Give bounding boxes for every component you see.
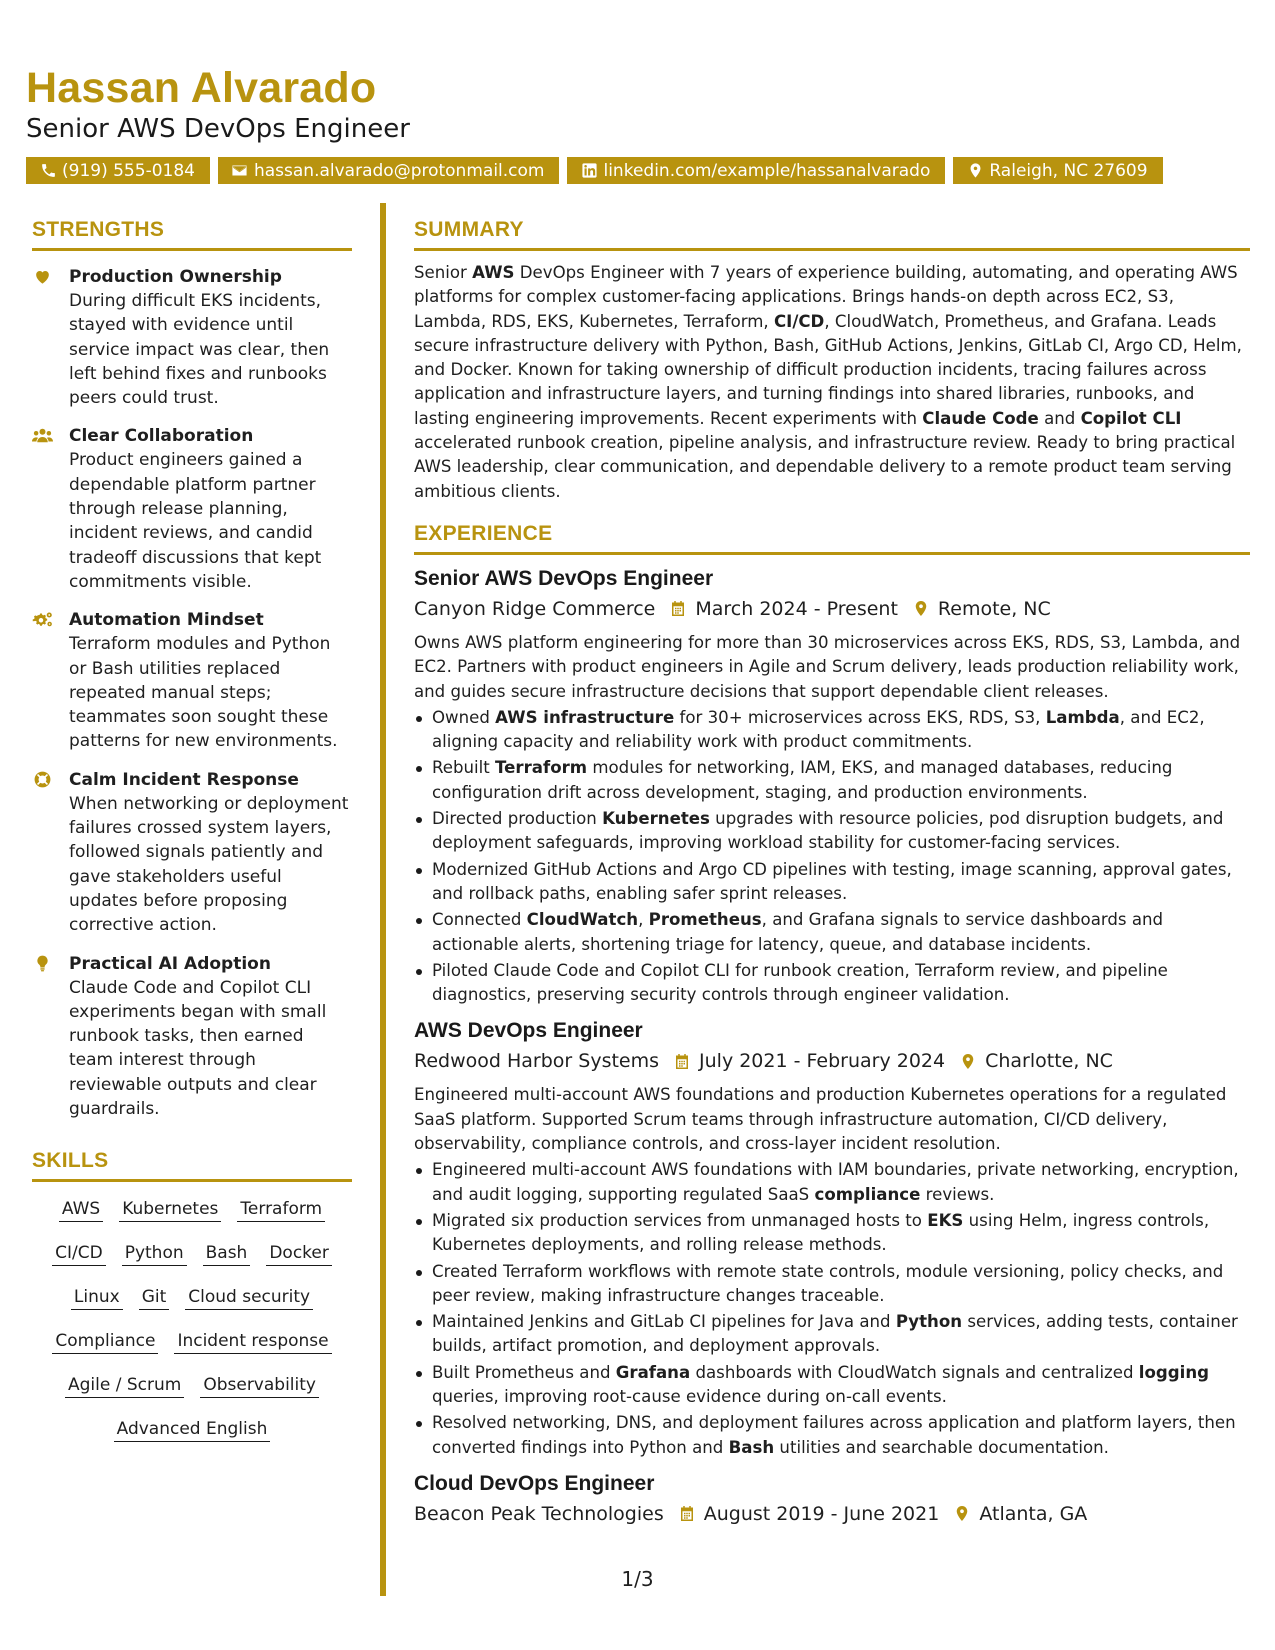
- job-meta: [414, 1500, 1250, 1528]
- text-segment: queries, improving root-cause evidence during on-call events.: [432, 1386, 947, 1406]
- calendar-icon: [678, 1504, 696, 1523]
- experience-list: [414, 565, 1250, 1528]
- job-meta: [414, 1047, 1250, 1075]
- text-segment: ,: [638, 910, 649, 930]
- company-name: Redwood Harbor Systems: [414, 1050, 660, 1073]
- envelope-icon: [230, 162, 250, 179]
- lightbulb-icon: [32, 952, 69, 1122]
- emphasis-text: Copilot CLI: [1080, 408, 1182, 428]
- emphasis-text: Claude Code: [922, 408, 1039, 428]
- emphasis-text: EKS: [927, 1210, 964, 1230]
- text-segment: for 30+ microservices across EKS, RDS, S3,: [674, 707, 1046, 727]
- job-title: AWS DevOps Engineer: [414, 1019, 643, 1043]
- skill-tag: Python: [122, 1240, 187, 1266]
- candidate-headline: Senior AWS DevOps Engineer: [26, 114, 410, 144]
- emphasis-text: Bash: [728, 1437, 775, 1457]
- text-segment: Engineered multi-account AWS foundations with IAM boundaries, private networking, encryption, and audit logging, supporting regulated SaaS: [432, 1160, 1239, 1204]
- contact-email-text: hassan.alvarado@protonmail.com: [253, 160, 545, 181]
- left-column: [32, 216, 352, 1442]
- strength-title: Automation Mindset: [69, 610, 264, 631]
- bullet-item: [414, 1310, 1250, 1359]
- contact-bar: [26, 157, 1256, 184]
- strength-text: Terraform modules and Python or Bash utilities replaced repeated manual steps; teammates soon sought these patterns for new environments.: [69, 634, 338, 752]
- skill-tag: Agile / Scrum: [65, 1372, 184, 1398]
- phone-icon: [38, 162, 58, 179]
- strength-item: [32, 424, 352, 594]
- strengths-heading: STRENGTHS: [32, 216, 352, 251]
- skill-tag: Compliance: [52, 1328, 158, 1354]
- skill-tag: Bash: [203, 1240, 251, 1266]
- map-pin-icon: [959, 1052, 977, 1071]
- text-segment: , and EC2, aligning capacity and reliability work with product commitments.: [432, 707, 1205, 752]
- strength-text: Product engineers gained a dependable platform partner through release planning, incident reviews, and candid tradeoff discussions that kept commitments visible.: [69, 450, 322, 592]
- text-segment: , and Grafana signals to service dashboards and actionable alerts, shortening triage for latency, queue, and database incidents.: [432, 910, 1164, 954]
- job-meta: [414, 595, 1250, 623]
- bullet-item: [414, 858, 1250, 907]
- job-location: Charlotte, NC: [985, 1050, 1113, 1073]
- strength-title: Production Ownership: [69, 267, 282, 287]
- strength-title: Clear Collaboration: [69, 426, 254, 447]
- contact-email[interactable]: [218, 157, 560, 184]
- resume-header: [26, 62, 1256, 184]
- text-segment: dashboards with CloudWatch signals and centralized: [690, 1362, 1139, 1382]
- emphasis-text: AWS infrastructure: [495, 707, 675, 727]
- emphasis-text: Grafana: [615, 1362, 691, 1382]
- skill-tag: Observability: [200, 1372, 319, 1398]
- text-segment: Connected: [432, 910, 527, 930]
- strength-item: [32, 608, 352, 753]
- strength-item: [32, 265, 352, 410]
- company-name: Canyon Ridge Commerce: [414, 597, 656, 620]
- skill-tag: Git: [139, 1284, 170, 1310]
- strength-text: Claude Code and Copilot CLI experiments began with small runbook tasks, then earned team interest through reviewable outputs and clear guardrails.: [69, 977, 327, 1120]
- linkedin-icon: [579, 162, 599, 179]
- bullet-item: [414, 1361, 1250, 1410]
- skill-tag: Cloud security: [185, 1284, 313, 1310]
- contact-linkedin-text: linkedin.com/example/hassanalvarado: [603, 160, 931, 181]
- bullet-item: [414, 908, 1250, 957]
- text-segment: upgrades with resource policies, pod disruption budgets, and deployment safeguards, improving workload stability for customer-facing services.: [432, 809, 1224, 853]
- strength-item: [32, 952, 352, 1122]
- skills-list: [32, 1196, 352, 1442]
- text-segment: Maintained Jenkins and GitLab CI pipelines for Java and: [432, 1312, 896, 1332]
- emphasis-text: Kubernetes: [602, 809, 710, 829]
- text-segment: Piloted Claude Code and Copilot CLI for runbook creation, Terraform review, and pipeline diagnostics, preserving security controls through engineer validation.: [432, 960, 1168, 1005]
- bullet-item: [414, 1411, 1250, 1460]
- job-entry: [414, 1017, 1250, 1459]
- job-entry: [414, 565, 1250, 1007]
- strength-title: Practical AI Adoption: [69, 953, 271, 974]
- calendar-icon: [673, 1052, 691, 1071]
- experience-heading: EXPERIENCE: [414, 520, 1250, 555]
- text-segment: Built Prometheus and: [432, 1362, 616, 1382]
- text-segment: services, adding tests, container builds, artifact promotion, and deployment approvals.: [432, 1312, 1238, 1356]
- text-segment: modules for networking, IAM, EKS, and managed databases, reducing configuration drift across development, staging, and production environments.: [432, 758, 1173, 802]
- emphasis-text: compliance: [814, 1184, 921, 1204]
- summary-heading: SUMMARY: [414, 216, 1250, 251]
- emphasis-text: CloudWatch: [526, 910, 639, 930]
- candidate-name: Hassan Alvarado: [26, 64, 377, 112]
- text-segment: Directed production: [432, 809, 603, 829]
- job-description: Owns AWS platform engineering for more than 30 microservices across EKS, RDS, S3, Lambda, and EC2. Partners with product engineers in Agile and Scrum delivery, leads production reliability work, and guides secure infrastructure decisions that support dependable client releases.: [414, 632, 1241, 701]
- text-segment: and: [1038, 408, 1081, 428]
- text-segment: Migrated six production services from unmanaged hosts to: [432, 1210, 928, 1230]
- text-segment: Resolved networking, DNS, and deployment failures across application and platform layers, then converted findings into Python and: [432, 1413, 1236, 1457]
- users-icon: [32, 424, 69, 594]
- contact-phone[interactable]: [26, 157, 210, 184]
- company-name: Beacon Peak Technologies: [414, 1502, 664, 1525]
- strength-title: Calm Incident Response: [69, 769, 299, 790]
- gears-icon: [32, 608, 69, 753]
- skill-tag: Advanced English: [114, 1416, 271, 1442]
- job-dates: July 2021 - February 2024: [699, 1050, 946, 1073]
- bullet-item: [414, 706, 1250, 755]
- text-segment: , CloudWatch, Prometheus, and Grafana. Leads secure infrastructure delivery with Python, Bash, GitHub Actions, Jenkins, GitLab CI, Argo CD, Helm, and Docker. Known for taking ownership of difficult production incidents, tracing failures across application and infrastructure layers, and turning findings into shared libraries, runbooks, and lasting engineering improvements. Recent experiments with: [414, 311, 1242, 428]
- summary-text: [414, 261, 1250, 504]
- bullet-item: [414, 1209, 1250, 1258]
- text-segment: accelerated runbook creation, pipeline analysis, and infrastructure review. Ready to bring practical AWS leadership, clear communication, and dependable delivery to a remote product team serving ambitious clients.: [414, 433, 1236, 501]
- calendar-icon: [669, 599, 687, 618]
- strength-item: [32, 768, 352, 938]
- bullet-item: [414, 1260, 1250, 1309]
- skill-tag: CI/CD: [52, 1240, 106, 1266]
- right-column: [414, 216, 1250, 1528]
- job-dates: August 2019 - June 2021: [703, 1502, 940, 1525]
- job-bullets: [414, 706, 1250, 1008]
- emphasis-text: AWS: [472, 263, 515, 282]
- emphasis-text: Python: [895, 1312, 963, 1332]
- skill-tag: Docker: [266, 1240, 332, 1266]
- life-ring-icon: [32, 768, 69, 938]
- bullet-item: [414, 1158, 1250, 1207]
- contact-location: [953, 157, 1162, 184]
- page-number: 1/3: [621, 1567, 654, 1591]
- job-entry: [414, 1470, 1250, 1528]
- text-segment: Senior: [414, 263, 473, 282]
- job-description: Engineered multi-account AWS foundations and production Kubernetes operations for a regulated SaaS platform. Supported Scrum teams through infrastructure automation, CI/CD delivery, observability, compliance controls, and cross-layer incident resolution.: [414, 1085, 1227, 1154]
- job-title: Cloud DevOps Engineer: [414, 1471, 655, 1495]
- emphasis-text: logging: [1138, 1362, 1210, 1382]
- skill-tag: Kubernetes: [119, 1196, 221, 1222]
- skill-tag: AWS: [59, 1196, 103, 1222]
- text-segment: DevOps Engineer with 7 years of experience building, automating, and operating AWS platforms for complex customer-facing applications. Brings hands-on depth across EC2, S3, Lambda, RDS, EKS, Kubernetes, Terraform,: [414, 263, 1238, 331]
- strength-text: When networking or deployment failures crossed system layers, followed signals patiently and gave stakeholders useful updates before proposing corrective action.: [69, 793, 349, 936]
- emphasis-text: Terraform: [495, 758, 588, 778]
- map-pin-icon: [953, 1504, 971, 1523]
- map-pin-icon: [912, 599, 930, 618]
- text-segment: Modernized GitHub Actions and Argo CD pipelines with testing, image scanning, approval gates, and rollback paths, enabling safer sprint releases.: [432, 859, 1232, 903]
- job-bullets: [414, 1158, 1250, 1460]
- text-segment: Owned: [432, 707, 496, 727]
- contact-phone-text: (919) 555-0184: [62, 160, 195, 181]
- skills-heading: SKILLS: [32, 1147, 352, 1182]
- text-segment: using Helm, ingress controls, Kubernetes deployments, and rolling release methods.: [432, 1210, 1210, 1255]
- job-location: Remote, NC: [937, 597, 1051, 620]
- bullet-item: [414, 807, 1250, 856]
- bullet-item: [414, 756, 1250, 805]
- emphasis-text: CI/CD: [773, 311, 825, 331]
- text-segment: Created Terraform workflows with remote state controls, module versioning, policy checks, and peer review, making infrastructure changes traceable.: [432, 1261, 1224, 1305]
- job-title: Senior AWS DevOps Engineer: [414, 566, 714, 590]
- column-divider: [380, 203, 386, 1596]
- job-dates: March 2024 - Present: [695, 597, 898, 620]
- text-segment: reviews.: [920, 1184, 995, 1204]
- text-segment: utilities and searchable documentation.: [774, 1437, 1109, 1457]
- text-segment: Rebuilt: [432, 758, 496, 778]
- contact-linkedin[interactable]: [567, 157, 945, 184]
- emphasis-text: Prometheus: [648, 910, 762, 930]
- skill-tag: Terraform: [237, 1196, 325, 1222]
- bullet-item: [414, 959, 1250, 1008]
- emphasis-text: Lambda: [1045, 707, 1120, 727]
- skill-tag: Linux: [71, 1284, 123, 1310]
- contact-location-text: Raleigh, NC 27609: [989, 160, 1148, 181]
- skill-tag: Incident response: [174, 1328, 331, 1354]
- strength-text: During difficult EKS incidents, stayed with evidence until service impact was clear, then left behind fixes and runbooks peers could trust.: [69, 291, 330, 409]
- heart-icon: [32, 265, 69, 410]
- job-location: Atlanta, GA: [979, 1502, 1088, 1525]
- map-pin-icon: [965, 162, 985, 179]
